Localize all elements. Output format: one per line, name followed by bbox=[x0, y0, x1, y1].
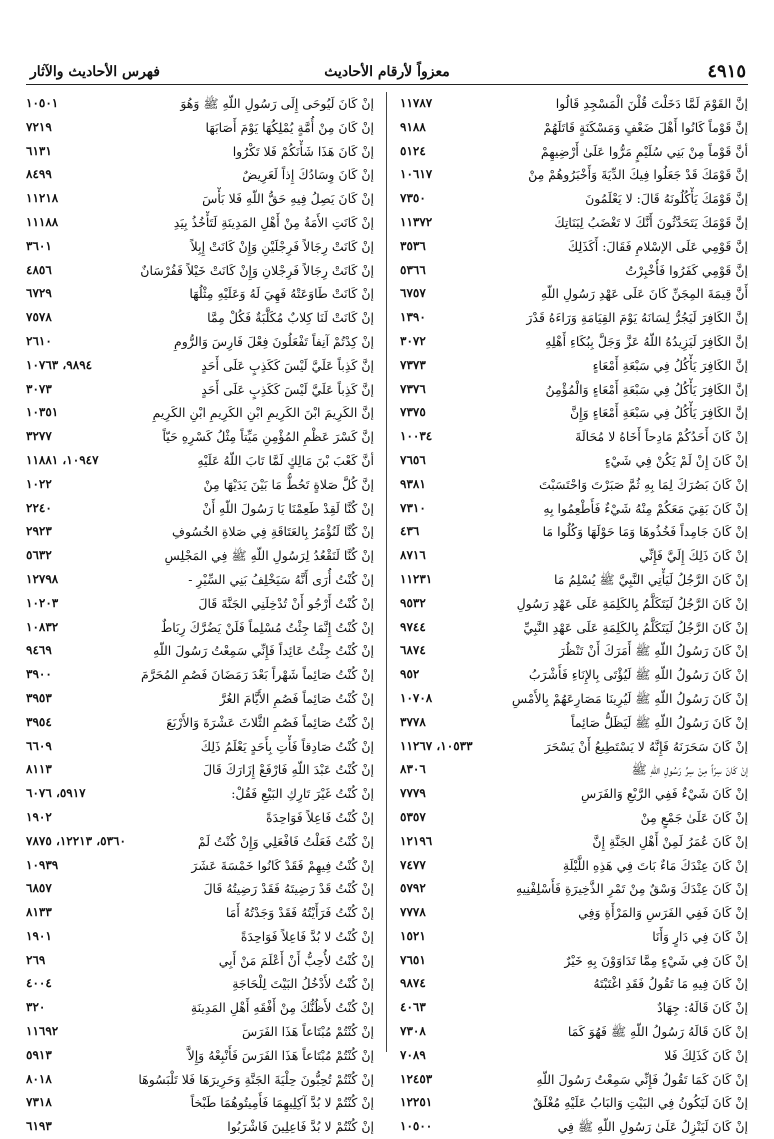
hadith-number: ١٠٥٠٠ bbox=[400, 1119, 433, 1134]
index-entry bbox=[400, 187, 748, 211]
hadith-incipit: إنْ كَانَ الرَّجُلُ لَيَأْتِي النَّبِيَّ ﷺ يُسْلِمُ مَا bbox=[553, 571, 748, 587]
hadith-incipit: إنْ كَانَ عِنْدَكَ وَسْقٌ مِنْ تَمْرِ الذَّخِيرَةِ فَأَسْلِفْنِيهِ bbox=[515, 881, 748, 897]
hadith-incipit: إنَّ قَوْمَكَ قَدْ جَعَلُوا فِيكَ الدِّيَةَ وَأَخْبَرُوهُمْ مِنْ bbox=[528, 167, 748, 183]
hadith-number: ٤٠٦٣ bbox=[400, 1000, 426, 1015]
hadith-incipit: إنْ كَانَ قَالَهُ: جِهَادٌ bbox=[657, 1000, 748, 1016]
hadith-number: ١٠٧٠٨ bbox=[400, 690, 433, 705]
hadith-incipit: إنْ كُنْتُ صَائِماً شَهْراً بَعْدَ رَمَضَانَ فَصُمِ المُحَرَّمَ bbox=[141, 667, 374, 683]
index-entry bbox=[26, 544, 374, 568]
hadith-number: ٤٨٥٦ bbox=[26, 262, 52, 277]
hadith-incipit: إنْ كَانَ إِنْ لَمْ يَكُنْ فِي شَيْءٍ bbox=[604, 452, 748, 468]
index-entry bbox=[26, 235, 374, 259]
hadith-number: ٤٠٠٤ bbox=[26, 976, 52, 991]
hadith-number: ٧٤٧٧ bbox=[400, 857, 426, 872]
hadith-incipit: إنْ كَانَ لَيُوحَى إِلَى رَسُولِ اللّهِ ﷺ وَهُوَ bbox=[180, 96, 374, 111]
hadith-number: ٣٢٧٧ bbox=[26, 429, 52, 444]
index-entry bbox=[26, 163, 374, 187]
index-entry bbox=[400, 235, 748, 259]
index-entry bbox=[26, 211, 374, 235]
hadith-number: ٥٩١٧، ٦٠٧٦ bbox=[26, 786, 86, 801]
hadith-number: ١١٢١٨ bbox=[26, 191, 59, 206]
hadith-incipit: إنَّ الكَافِرَ يَأْكُلُ فِي سَبْعَةِ أَمْعَاءٍ وَالْمُؤْمِنُ bbox=[545, 381, 748, 397]
hadith-incipit: إنْ كُنْتُ لأَدْخُلُ البَيْتَ لِلْحَاجَةِ bbox=[232, 976, 374, 992]
index-entry bbox=[26, 616, 374, 640]
hadith-number: ٧٣٥٠ bbox=[400, 191, 426, 206]
hadith-incipit: إنْ كُنْتُ لا بُدَّ فَاعِلاً فَوَاحِدَةً bbox=[240, 928, 374, 944]
page-header bbox=[26, 62, 748, 85]
index-entry bbox=[400, 1091, 748, 1115]
index-entry bbox=[400, 592, 748, 616]
hadith-number: ١٠٩٣٩ bbox=[26, 857, 59, 872]
hadith-incipit: إنْ كَانَ بَقِيَ مَعَكُمْ مِنْهُ شَيْءٌ فَأَطْعِمُوا بِهِ bbox=[543, 500, 748, 516]
hadith-number: ٥٩١٣ bbox=[26, 1047, 52, 1062]
hadith-number: ٧٢١٩ bbox=[26, 119, 52, 134]
hadith-number: ٧٦٥١ bbox=[400, 952, 426, 967]
hadith-number: ١١١٨٨ bbox=[26, 214, 59, 229]
hadith-number: ٧٧٧٨ bbox=[400, 905, 426, 920]
index-entry bbox=[400, 663, 748, 687]
index-entry bbox=[400, 996, 748, 1020]
hadith-incipit: إنْ كُنْتُمْ مُبْتَاعاً هَذَا الفَرَسَ فَأَنْبِعْهُ وَإِلاَّ bbox=[187, 1047, 374, 1063]
hadith-incipit: إنْ كُنْتُ قَدْ رَضِيتَهُ فَقَدْ رَضِيتُهُ قَالَ bbox=[203, 881, 374, 897]
hadith-incipit: إنْ كُنَّا لَنُؤْمَرُ بِالعَتَاقَةِ فِي صَلاةِ الخُسُوفِ bbox=[172, 524, 374, 540]
index-entry bbox=[400, 306, 748, 330]
hadith-number: ١٠٥٣٣، ١١٢٦٧ bbox=[400, 738, 473, 753]
index-entry bbox=[26, 449, 374, 473]
index-entry bbox=[400, 259, 748, 283]
hadith-number: ٧٠٨٩ bbox=[400, 1047, 426, 1062]
hadith-number: ١٠٦١٧ bbox=[400, 167, 433, 182]
index-entry bbox=[400, 687, 748, 711]
hadith-number: ٣٥٣٦ bbox=[400, 238, 426, 253]
hadith-number: ١٢٤٥٣ bbox=[400, 1071, 433, 1086]
hadith-incipit: إنْ كُنْتُ إِنَّمَا جِئْتُ مُسْلِماً فَلَنْ يَضُرَّكَ رِبَاطٌ bbox=[160, 619, 374, 635]
hadith-number: ٣٦٠١ bbox=[26, 238, 52, 253]
index-entry bbox=[26, 92, 374, 116]
hadith-incipit: إنَّ قَوْمِي عَلَى الإسْلامِ فَقَالَ: أَكَذَلِكَ bbox=[567, 238, 748, 254]
hadith-incipit: إنْ كَانَ عَلَىٰ جَمْعٍ مِنْ bbox=[640, 809, 748, 825]
hadith-incipit: إنْ كَانَتْ طَاوَعَتْهُ فَهِيَ لَهُ وَعَلَيْهِ مِثْلُهَا bbox=[189, 286, 374, 302]
index-entry bbox=[400, 854, 748, 878]
index-entry bbox=[400, 330, 748, 354]
index-entry bbox=[26, 497, 374, 521]
hadith-incipit: إنْ كَانَ رَسُولُ اللّهِ ﷺ أَمَرَكَ أَنْ تَنْظُرَ bbox=[558, 643, 748, 659]
hadith-number: ١١٧٨٧ bbox=[400, 96, 433, 110]
hadith-incipit: إنْ كَانَ رَسُولُ اللّهِ ﷺ لَيُرِينَا مَصَارِعَهُمْ بِالأَمْسِ bbox=[511, 690, 748, 706]
hadith-number: ٩٣٨١ bbox=[400, 476, 426, 491]
index-entry bbox=[400, 901, 748, 925]
hadith-incipit: إنْ كِدْتُمْ آنِفاً تَفْعَلُونَ فِعْلَ فَارِسَ وَالرُّومِ bbox=[173, 333, 374, 349]
hadith-incipit: إنْ كُنْتُ لأُحِبُّ أَنْ أَعْلَمَ مَنْ أَبِي bbox=[218, 952, 374, 968]
index-entry bbox=[26, 568, 374, 592]
hadith-incipit: إنْ كُنْتُ أُرَى أَنَّهُ سَيَخْلِفُ بَنِي السِّيْرِ - bbox=[188, 571, 374, 587]
hadith-incipit: إنْ كَانَتْ رِجَالاً فَرِجْلانِ وَإِنْ كَانَتْ خَيْلاً فَفُرْسَانٌ bbox=[140, 262, 374, 278]
hadith-incipit: إنَّ كَسْرَ عَظْمِ المُؤْمِنِ مَيِّتاً مِثْلُ كَسْرِهِ حَيّاً bbox=[162, 429, 374, 445]
index-entry bbox=[400, 1044, 748, 1068]
hadith-incipit: إنْ كَانَتِ الأَمَةُ مِنْ أَهْلِ المَدِينَةِ لَتَأْخُذُ بِيَدِ bbox=[173, 214, 374, 230]
index-entry bbox=[26, 282, 374, 306]
hadith-incipit: إنَّ القَوْمَ لَمَّا دَخَلْتَ قُلْنَ الْمَسْجِدِ قَالُوا bbox=[555, 96, 748, 111]
hadith-number: ٩٥٢ bbox=[400, 667, 420, 682]
index-entry bbox=[26, 687, 374, 711]
hadith-number: ٨٠١٨ bbox=[26, 1071, 52, 1086]
hadith-number: ٧٦٥٦ bbox=[400, 452, 426, 467]
index-entry bbox=[400, 497, 748, 521]
hadith-incipit: إنْ كَانَ قَالَهُ رَسُولُ اللّهِ ﷺ فَهُوَ كَمَا bbox=[567, 1024, 748, 1040]
header-left-title: فهرس الأحاديث والآثار bbox=[30, 64, 160, 80]
hadith-incipit: إنَّ قَوْمِي كَفَرُوا فَأُخْبِرْتُ bbox=[625, 262, 748, 278]
index-entry bbox=[400, 830, 748, 854]
hadith-incipit: إنْ كُنْتُ فِيهِمْ فَقَدْ كَانُوا خَمْسَةَ عَشَرَ bbox=[191, 857, 374, 873]
hadith-number: ٤٣٦ bbox=[400, 524, 420, 539]
hadith-incipit: إنْ كَانَتْ لَنَا كِلابٌ مُكَلَّبَةٌ فَكُلْ مِمَّا bbox=[207, 310, 374, 326]
index-entry bbox=[400, 949, 748, 973]
hadith-number: ٩٨٩٤، ١٠٧٦٣ bbox=[26, 357, 93, 372]
hadith-number: ١٩٠٢ bbox=[26, 809, 52, 824]
hadith-number: ٥٣٦٦ bbox=[400, 262, 426, 277]
left-column bbox=[26, 92, 374, 1135]
hadith-incipit: إنْ كَانَ شَيْءٌ فَفِي الرَّبْعِ وَالفَرَسِ bbox=[580, 786, 748, 802]
index-entry bbox=[400, 639, 748, 663]
index-entry bbox=[400, 140, 748, 164]
hadith-incipit: إنْ كُنْتُ فَعَلْتُ فَافْعَلِي وَإِنْ كُنْتُ لَمْ bbox=[197, 833, 374, 849]
hadith-incipit: إنْ كَانَ وِسَادُكَ إِذاً لَعَرِيضٌ bbox=[242, 167, 374, 183]
hadith-incipit: إنَّ الكَافِرَ يَأْكُلُ فِي سَبْعَةِ أَمْعَاءٍ bbox=[592, 357, 748, 373]
hadith-number: ٦٧٥٧ bbox=[400, 286, 426, 301]
hadith-incipit: إنْ كُنْتُ غَيْرَ تَارِكِ البَيْعِ فَقُلْ: bbox=[231, 786, 374, 802]
hadith-number: ١٢٢٥١ bbox=[400, 1095, 433, 1110]
index-entry bbox=[400, 568, 748, 592]
index-entry bbox=[400, 544, 748, 568]
hadith-number: ١٢٧٩٨ bbox=[26, 571, 59, 586]
hadith-number: ٨٧١٦ bbox=[400, 548, 426, 563]
hadith-number: ٣٠٧٣ bbox=[26, 381, 52, 396]
hadith-incipit: إنَّ الكَافِرَ لَيَزِيدُهُ اللّهُ عَزَّ وَجَلَّ بِبُكَاءِ أَهْلِهِ bbox=[545, 333, 748, 349]
hadith-incipit: إنْ كُنَّا لَقِدْ طَعِمْنَا يَا رَسُولَ اللّهِ أَنْ bbox=[202, 500, 374, 516]
index-entry bbox=[400, 92, 748, 116]
hadith-number: ١٠٠٣٤ bbox=[400, 429, 433, 444]
hadith-incipit: إنْ كُنَّا لَنَقْعُدُ لِرَسُولِ اللّهِ ﷺ فِي المَجْلِسِ bbox=[164, 548, 374, 564]
index-entry bbox=[26, 735, 374, 759]
hadith-number: ٥٣٦٠، ١٢٢١٣، ٧٨٧٥ bbox=[26, 833, 126, 848]
index-entry bbox=[26, 140, 374, 164]
hadith-incipit: إنْ كَانَ عِنْدَكَ مَاءٌ بَاتَ فِي هَذِهِ اللَّيْلَةِ bbox=[562, 857, 748, 873]
index-entry bbox=[400, 378, 748, 402]
index-entry bbox=[26, 425, 374, 449]
hadith-number: ٢٦١٠ bbox=[26, 333, 52, 348]
hadith-incipit: إنْ كُنْتُ فَرَأَيْتُهُ فَقَدْ وَجَدْتُهُ أَمَا bbox=[225, 905, 374, 921]
index-entry bbox=[26, 1068, 374, 1092]
index-entry bbox=[26, 116, 374, 140]
hadith-number: ٦٦٠٩ bbox=[26, 738, 52, 753]
hadith-number: ١٠٨٣٢ bbox=[26, 619, 59, 634]
hadith-number: ٣٢٠ bbox=[26, 1000, 46, 1015]
hadith-number: ٨١١٣ bbox=[26, 762, 52, 777]
hadith-incipit: إنْ كَانَ سِرّاً مِنْ سِرِّ رَسُولِ اللّهِ ﷺ bbox=[631, 762, 748, 778]
index-entry bbox=[26, 306, 374, 330]
hadith-incipit: إنْ كُنْتُ لأَظُنُّكَ مِنْ أَفْقَهِ أَهْلِ المَدِينَةِ bbox=[190, 1000, 374, 1016]
hadith-incipit: إنَّ الكَرِيمَ ابْنَ الكَرِيمِ ابْنِ الكَرِيمِ ابْنِ الكَرِيمِ bbox=[152, 405, 374, 421]
hadith-number: ١١٦٩٢ bbox=[26, 1024, 59, 1039]
hadith-incipit: إنْ كَانَ هَذَا شَأْنَكُمْ فَلا تَكْرُوا bbox=[232, 143, 374, 159]
hadith-number: ٣٧٧٨ bbox=[400, 714, 426, 729]
hadith-number: ١١٣٧٢ bbox=[400, 214, 433, 229]
index-entry bbox=[26, 806, 374, 830]
hadith-incipit: إنْ كَانَ أَحَدُكُمْ مَادِحاً أَخَاهُ لا مُحَالَةَ bbox=[575, 429, 748, 445]
index-entry bbox=[26, 354, 374, 378]
hadith-number: ٥٧٩٢ bbox=[400, 881, 426, 896]
hadith-number: ٧٣١٠ bbox=[400, 500, 426, 515]
index-entry bbox=[400, 473, 748, 497]
index-entry bbox=[400, 925, 748, 949]
hadith-number: ٦٨٥٧ bbox=[26, 881, 52, 896]
index-entry bbox=[400, 877, 748, 901]
hadith-incipit: إنْ كُنْتُ فَاعِلاً فَوَاحِدَةً bbox=[265, 809, 374, 825]
hadith-incipit: إنْ كَانَتْ رِجَالاً فَرِجْلَيْنِ وَإِنْ كَانَتْ إِبِلاً bbox=[190, 238, 374, 254]
index-entry bbox=[26, 854, 374, 878]
index-entry bbox=[400, 806, 748, 830]
index-entry bbox=[400, 401, 748, 425]
hadith-incipit: إنْ كَانَ فِيهِ مَا تَقُولُ فَقَدِ اغْتَبْتَهُ bbox=[593, 976, 748, 992]
index-entry bbox=[26, 949, 374, 973]
index-entry bbox=[26, 330, 374, 354]
hadith-number: ١٠٣٥١ bbox=[26, 405, 59, 420]
hadith-number: ٣٩٥٣ bbox=[26, 690, 52, 705]
index-entry bbox=[400, 116, 748, 140]
index-entry bbox=[26, 901, 374, 925]
hadith-incipit: إنْ كَانَ يَصِلُ فِيهِ حَقُّ اللّهِ فَلا بَأْسَ bbox=[202, 191, 374, 207]
hadith-incipit: إنْ كَانَ كَذَلِكَ فَلا bbox=[664, 1047, 748, 1063]
hadith-number: ٨١٣٣ bbox=[26, 905, 52, 920]
hadith-number: ١٣٩٠ bbox=[400, 310, 426, 325]
hadith-number: ٧٣١٨ bbox=[26, 1095, 52, 1110]
index-entry bbox=[26, 972, 374, 996]
hadith-number: ٧٣٧٣ bbox=[400, 357, 426, 372]
index-entry bbox=[26, 830, 374, 854]
hadith-incipit: إنْ كَانَ فِي شَيْءٍ مِمَّا تَدَاوَوْنَ بِهِ خَيْرٌ bbox=[564, 952, 748, 968]
hadith-incipit: إنْ كَانَ بَصُرَكَ لِمَا بِهِ ثُمَّ صَبَرْتَ وَاحْتَسَبْتَ bbox=[538, 476, 748, 492]
hadith-incipit: إنْ كَانَ كَمَا تَقُولُ فَإِنِّي سَمِعْتُ رَسُولَ اللّهِ bbox=[536, 1071, 748, 1087]
hadith-number: ١٠٢٠٣ bbox=[26, 595, 59, 610]
index-entry bbox=[400, 163, 748, 187]
hadith-number: ١٠٩٤٧، ١١٨٨١ bbox=[26, 452, 99, 467]
hadith-incipit: إنْ كَانَ فَفِي الفَرَسِ وَالمَرْأَةِ وَفِي bbox=[578, 905, 748, 921]
hadith-number: ١٠٥٠١ bbox=[26, 96, 59, 110]
hadith-number: ٩٤٦٩ bbox=[26, 643, 52, 658]
index-entry bbox=[400, 616, 748, 640]
index-entry bbox=[26, 592, 374, 616]
hadith-incipit: إنْ كَانَ لَيَنْزِلُ عَلَىٰ رَسُولِ اللّهِ ﷺ فِي bbox=[557, 1119, 748, 1135]
hadith-incipit: إنْ كُنْتُمْ مُبْتَاعاً هَذَا الفَرَسَ bbox=[241, 1024, 374, 1040]
hadith-number: ٧٣٠٨ bbox=[400, 1024, 426, 1039]
index-entry bbox=[26, 711, 374, 735]
hadith-incipit: إنْ كُنْتُمْ تُحِبُّونَ حِلْيَةَ الجَنَّةِ وَحَرِيرَهَا فَلا تَلْبَسُوهَا bbox=[138, 1071, 374, 1087]
index-entry bbox=[400, 711, 748, 735]
index-entry bbox=[400, 1020, 748, 1044]
index-entry bbox=[400, 735, 748, 759]
index-entry bbox=[400, 782, 748, 806]
hadith-number: ٩٨٧٤ bbox=[400, 976, 426, 991]
hadith-incipit: إنْ كُنْتُمْ لا بُدَّ آكِلِيهِمَا فَأَمِيتُوهُمَا طَبْخاً bbox=[190, 1095, 374, 1111]
hadith-number: ٦٧٢٩ bbox=[26, 286, 52, 301]
index-entry bbox=[400, 211, 748, 235]
index-entry bbox=[26, 1020, 374, 1044]
hadith-incipit: إنْ كُنْتُ جِئْتُ عَائِداً فَإِنِّي سَمِعْتُ رَسُولَ اللّهِ bbox=[153, 643, 374, 659]
hadith-incipit: إنَّ الكَافِرَ لَيَجُرُّ لِسَانَهُ يَوْمَ القِيَامَةِ وَرَاءَهُ قَدْرَ bbox=[526, 310, 748, 326]
hadith-number: ٩١٨٨ bbox=[400, 119, 426, 134]
index-entry bbox=[400, 1115, 748, 1139]
hadith-number: ٥٣٥٧ bbox=[400, 809, 426, 824]
index-entry bbox=[26, 1115, 374, 1139]
hadith-incipit: إنْ كُنْتُ صَادِقاً فَأْتِ بِأَحَدٍ يَعْلَمُ ذَلِكَ bbox=[200, 738, 374, 754]
hadith-incipit: إنْ كُنْتُ عَبْدَ اللّهِ فَارْفَعْ إِزَارَكَ قَالَ bbox=[202, 762, 374, 778]
hadith-number: ١٥٢١ bbox=[400, 928, 426, 943]
index-entry bbox=[400, 1068, 748, 1092]
index-page bbox=[26, 61, 748, 1135]
hadith-incipit: إنَّ قَوْمَكَ يَتَحَدَّثُونَ أَنَّكَ لا تَغْضَبُ لِبَنَاتِكَ bbox=[554, 214, 748, 230]
index-entry bbox=[26, 473, 374, 497]
right-column bbox=[400, 92, 748, 1135]
hadith-number: ٧٣٧٥ bbox=[400, 405, 426, 420]
hadith-incipit: إنْ كُنْتُ صَائِماً فَصُمِ الثَّلاثَ عَشْرَةَ وَالأَرْبَعَ bbox=[166, 714, 374, 730]
hadith-incipit: أنَّ قَوْماً مِنْ بَنِي سُلَيْمٍ مَرُّوا عَلَىٰ أَرْضِيهِمْ bbox=[540, 143, 748, 159]
index-entry bbox=[26, 996, 374, 1020]
index-columns bbox=[26, 92, 748, 1135]
hadith-incipit: إنْ كَانَ عُمَرُ لَمِنْ أَهْلِ الجَنَّةِ إِنَّ bbox=[592, 833, 748, 849]
hadith-incipit: أنَّ كَعْبَ بْنَ مَالِكٍ لَمَّا تَابَ اللّهُ عَلَيْهِ bbox=[197, 452, 374, 468]
index-entry bbox=[26, 259, 374, 283]
hadith-incipit: إنْ كَانَ رَسُولُ اللّهِ ﷺ لَيَظَلُّ صَائِماً bbox=[571, 714, 748, 730]
hadith-incipit: إنْ كَانَ جَامِداً فَخُذُوهَا وَمَا حَوْلَهَا وَكُلُوا مَا bbox=[542, 524, 748, 540]
index-entry bbox=[26, 782, 374, 806]
index-entry bbox=[400, 449, 748, 473]
hadith-incipit: إنَّ قَوْمَكَ يَأْكُلُونَهُ قَالَ: لا يَعْلَمُونَ bbox=[585, 191, 748, 207]
index-entry bbox=[400, 282, 748, 306]
hadith-incipit: إنْ كُنْتُمْ لا بُدَّ فَاعِلِينَ فَاشْرَبُوا bbox=[227, 1119, 374, 1135]
hadith-number: ١٩٠١ bbox=[26, 928, 52, 943]
index-entry bbox=[400, 354, 748, 378]
hadith-number: ٦١٩٣ bbox=[26, 1119, 52, 1134]
hadith-number: ٣٠٧٢ bbox=[400, 333, 426, 348]
hadith-incipit: إنْ كَانَ الرَّجُلُ لَيَتَكَلَّمُ بِالكَلِمَةِ عَلَى عَهْدِ رَسُولِ bbox=[516, 595, 748, 611]
index-entry bbox=[26, 1044, 374, 1068]
hadith-number: ٢٦٩ bbox=[26, 952, 46, 967]
page-number: ٤٩١٥ bbox=[707, 61, 746, 82]
hadith-number: ٢٩٢٣ bbox=[26, 524, 52, 539]
hadith-number: ٧٧٧٩ bbox=[400, 786, 426, 801]
hadith-incipit: أَنَّ قِيمَةَ المِجَنِّ كَانَ عَلَى عَهْدِ رَسُولِ اللّهِ bbox=[540, 286, 748, 302]
hadith-number: ١١٢٣١ bbox=[400, 571, 433, 586]
hadith-number: ٩٧٤٤ bbox=[400, 619, 426, 634]
hadith-number: ٦٨٧٤ bbox=[400, 643, 426, 658]
hadith-number: ٣٩٠٠ bbox=[26, 667, 52, 682]
hadith-number: ٢٢٤٠ bbox=[26, 500, 52, 515]
hadith-incipit: إنْ كَانَ الرَّجُلُ لَيَتَكَلَّمُ بِالكَلِمَةِ عَلَى عَهْدِ النَّبِيِّ bbox=[523, 619, 748, 635]
hadith-incipit: إنَّ كَذِباً عَلَيَّ لَيْسَ كَكَذِبٍ عَلَى أَحَدٍ bbox=[201, 357, 374, 373]
column-divider bbox=[386, 92, 387, 1052]
hadith-incipit: إنْ كَانَ رَسُولُ اللّهِ ﷺ لَيُؤْتَى بِالإِنَاءِ فَأَشْرَبُ bbox=[528, 667, 748, 683]
hadith-incipit: إنْ كَانَ مِنْ أُمَّةٍ يُمْلِكُهَا يَوْمَ أَصَابَهَا bbox=[205, 119, 374, 135]
hadith-number: ٩٥٣٢ bbox=[400, 595, 426, 610]
index-entry bbox=[400, 758, 748, 782]
header-center-title: معزواً لأرقام الأحاديث bbox=[324, 64, 450, 80]
hadith-incipit: إنَّ كَذِباً عَلَيَّ لَيْسَ كَكَذِبٍ عَلَى أَحَدٍ bbox=[201, 381, 374, 397]
hadith-incipit: إنْ كَانَ لَيَكُونُ فِي البَيْتِ وَالبَابُ عَلَيْهِ مُغْلَقٌ bbox=[532, 1095, 748, 1111]
hadith-number: ١٢١٩٦ bbox=[400, 833, 433, 848]
hadith-incipit: إنَّ كُلَّ صَلاةٍ تَحُطُّ مَا بَيْنَ يَدَيْهَا مِنْ bbox=[203, 476, 374, 492]
index-entry bbox=[26, 877, 374, 901]
hadith-number: ٧٥٧٨ bbox=[26, 310, 52, 325]
index-entry bbox=[26, 663, 374, 687]
hadith-incipit: إنْ كَانَ فِي دَارٍ وَأَنَا bbox=[652, 928, 748, 944]
index-entry bbox=[400, 972, 748, 996]
hadith-number: ٣٩٥٤ bbox=[26, 714, 52, 729]
hadith-number: ١٠٢٢ bbox=[26, 476, 52, 491]
index-entry bbox=[26, 520, 374, 544]
index-entry bbox=[26, 758, 374, 782]
index-entry bbox=[400, 425, 748, 449]
hadith-number: ٧٣٧٦ bbox=[400, 381, 426, 396]
index-entry bbox=[26, 1091, 374, 1115]
index-entry bbox=[26, 639, 374, 663]
hadith-incipit: إنَّ قَوْماً كَانُوا أَهْلَ ضَعْفٍ وَمَسْكَنَةٍ قَاتَلَهُمْ bbox=[543, 119, 748, 135]
index-entry bbox=[26, 378, 374, 402]
hadith-incipit: إنْ كُنْتُ أَرْجُو أَنْ تُدْخِلَنِي الجَنَّةَ قَالَ bbox=[198, 595, 374, 611]
hadith-number: ٨٣٠٦ bbox=[400, 762, 426, 777]
hadith-number: ٥١٢٤ bbox=[400, 143, 426, 158]
hadith-incipit: إنْ كَانَ ذَلِكَ إِلَيَّ فَإِنِّي bbox=[639, 548, 748, 564]
index-entry bbox=[26, 187, 374, 211]
index-entry bbox=[400, 520, 748, 544]
hadith-number: ٥٦٣٢ bbox=[26, 548, 52, 563]
hadith-incipit: إنْ كُنْتُ صَائِماً فَصُمِ الأَيَّامَ الغُرَّ bbox=[219, 690, 374, 706]
hadith-number: ٦١٣١ bbox=[26, 143, 52, 158]
hadith-incipit: إنَّ الكَافِرَ يَأْكُلُ فِي سَبْعَةِ أَمْعَاءٍ وَإِنَّ bbox=[569, 405, 748, 421]
index-entry bbox=[26, 925, 374, 949]
index-entry bbox=[26, 401, 374, 425]
hadith-incipit: إنْ كَانَ سَحَرَنَهُ فَإِنَّهُ لا يَسْتَطِيعُ أَنْ يَسْحَرَ bbox=[544, 738, 748, 754]
hadith-number: ٨٤٩٩ bbox=[26, 167, 52, 182]
